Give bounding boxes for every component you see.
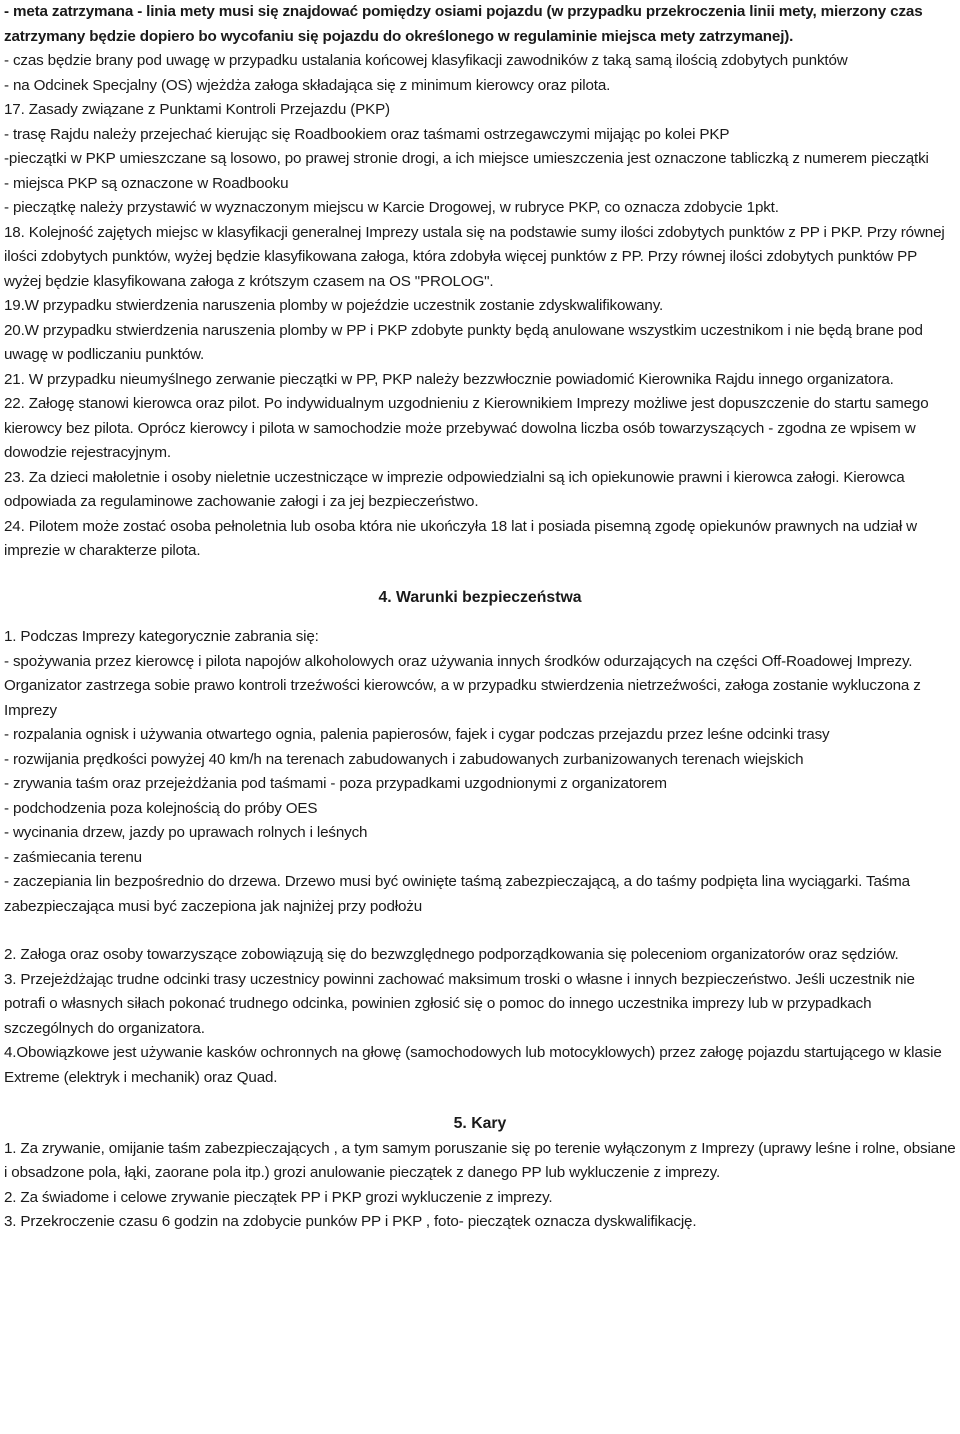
safety-ban-alcohol: - spożywania przez kierowcę i pilota napojów alkoholowych oraz używania innych środków odurzających na części Off-Roadowej Imprezy. Organizator zastrzega sobie prawo kontroli trzeźwości kierowców, a w przypadku stwierdzenia nietrzeźwości, załoga zostanie wykluczona z Imprezy [4,652,921,719]
item-23: 23. Za dzieci małoletnie i osoby nieletnie uczestniczące w imprezie odpowiedzialni są ich opiekunowie prawni i kierowca załogi. Kierowca odpowiada za regulaminowe zachowanie załogi i za jej bezpieczeństwo. [4,468,905,510]
safety-ban-oes-order: - podchodzenia poza kolejnością do próby OES [4,799,318,817]
safety-item-4: 4.Obowiązkowe jest używanie kasków ochronnych na głowę (samochodowych lub motocyklowych) przez załogę pojazdu startującego w klasie Extreme (elektryk i mechanik) oraz Quad. [4,1044,942,1086]
safety-ban-littering: - zaśmiecania terenu [4,848,142,866]
paragraph-meta-zatrzymana: - meta zatrzymana - linia mety musi się znajdować pomiędzy osiami pojazdu (w przypadku przekroczenia linii mety, mierzony czas zatrzymany będzie dopiero bo wycofaniu się pojazdu do określonego w regulaminie miejsca mety zatrzymanej). [4,3,923,45]
section-5-heading: 5. Kary [453,1115,507,1132]
line-odcinek-specjalny: - na Odcinek Specjalny (OS) wjeżdża załoga składająca się z minimum kierowcy oraz pilota. [4,76,611,94]
safety-ban-speed: - rozwijania prędkości powyżej 40 km/h na terenach zabudowanych i zabudowanych zurbanizowanych terenach wiejskich [4,750,804,768]
item-18: 18. Kolejność zajętych miejsc w klasyfikacji generalnej Imprezy ustala się na podstawie sumy ilości zdobytych punktów z PP i PKP. Przy równej ilości zdobytych punktów, wyżej będzie klasyfikowana załoga, która zdobyła więcej punktów z PP. Przy równej ilości zdobytych punktów PP wyżej będzie klasyfikowana załoga z krótszym czasem na OS "PROLOG". [4,223,945,290]
safety-item-2: 2. Załoga oraz osoby towarzyszące zobowiązują się do bezwzględnego podporządkowania się poleceniom organizatorów oraz sędziów. [4,946,899,963]
document-page [4,0,956,1434]
item-20: 20.W przypadku stwierdzenia naruszenia plomby w PP i PKP zdobyte punkty będą anulowane wszystkim uczestnikom i nie będą brane pod uwagę w podliczaniu punktów. [4,321,923,363]
penalty-item-1: 1. Za zrywanie, omijanie taśm zabezpieczających , a tym samym poruszanie się po terenie wyłączonym z Imprezy (uprawy leśne i rolne, obsiane i obsadzone pola, łąki, zaorane pola itp.) grozi anulowanie pieczątek z danego PP lub wykluczenie z imprezy. [4,1139,956,1181]
section-4-heading: 4. Warunki bezpieczeństwa [378,588,582,606]
line-pkp-pieczatki: -pieczątki w PKP umieszczane są losowo, po prawej stronie drogi, a ich miejsce umieszczenia jest oznaczone tabliczką z numerem pieczątki [4,150,929,167]
line-pkp-trasa: - trasę Rajdu należy przejechać kierując się Roadbookiem oraz taśmami ostrzegawczymi mijając po kolei PKP [4,125,730,143]
safety-item-1-intro: 1. Podczas Imprezy kategorycznie zabrania się: [4,628,319,645]
line-pkp-roadbook: - miejsca PKP są oznaczone w Roadbooku [4,174,289,192]
safety-ban-fire: - rozpalania ognisk i używania otwartego ognia, palenia papierosów, fajek i cygar podczas przejazdu przez leśne odcinki trasy [4,726,830,743]
line-pkp-karta-drogowa: - pieczątkę należy przystawić w wyznaczonym miejscu w Karcie Drogowej, w rubryce PKP, co oznacza zdobycie 1pkt. [4,199,779,216]
item-22: 22. Załogę stanowi kierowca oraz pilot. Po indywidualnym uzgodnieniu z Kierownikiem Imprezy możliwe jest dopuszczenie do startu samego kierowcy bez pilota. Oprócz kierowcy i pilota w samochodzie może przebywać dowolna liczba osób towarzyszących - zgodna ze wpisem w dowodzie rejestracyjnym. [4,395,929,461]
safety-ban-winch: - zaczepiania lin bezpośrednio do drzewa. Drzewo musi być owinięte taśmą zabezpieczającą, a do taśmy podpięta lina wyciągarki. Taśma zabezpieczająca musi być zaczepiona jak najniżej przy podłożu [4,873,910,915]
item-17-heading: 17. Zasady związane z Punktami Kontroli Przejazdu (PKP) [4,101,390,118]
penalty-item-3: 3. Przekroczenie czasu 6 godzin na zdobycie punków PP i PKP , foto- pieczątek oznacza dyskwalifikację. [4,1213,697,1230]
safety-item-3: 3. Przejeżdżając trudne odcinki trasy uczestnicy powinni zachować maksimum troski o własne i innych bezpieczeństwo. Jeśli uczestnik nie potrafi o własnych siłach pokonać trudnego odcinka, powinien zgłosić się o pomoc do innego uczestnika imprezy lub w przypadkach szczególnych do organizatora. [4,970,915,1037]
item-21: 21. W przypadku nieumyślnego zerwanie pieczątki w PP, PKP należy bezzwłocznie powiadomić Kierownika Rajdu innego organizatora. [4,370,894,388]
line-czas: - czas będzie brany pod uwagę w przypadku ustalania końcowej klasyfikacji zawodników z taką samą ilością zdobytych punktów [4,52,848,69]
safety-ban-trees: - wycinania drzew, jazdy po uprawach rolnych i leśnych [4,824,368,841]
spacer [4,919,956,943]
item-19: 19.W przypadku stwierdzenia naruszenia plomby w pojeździe uczestnik zostanie zdyskwalifikowany. [4,297,664,314]
safety-ban-tapes: - zrywania taśm oraz przejeżdżania pod taśmami - poza przypadkami uzgodnionymi z organizatorem [4,775,667,792]
item-24: 24. Pilotem może zostać osoba pełnoletnia lub osoba która nie ukończyła 18 lat i posiada pisemną zgodę opiekunów prawnych na udział w imprezie w charakterze pilota. [4,517,917,559]
penalty-item-2: 2. Za świadome i celowe zrywanie pieczątek PP i PKP grozi wykluczenie z imprezy. [4,1188,553,1206]
